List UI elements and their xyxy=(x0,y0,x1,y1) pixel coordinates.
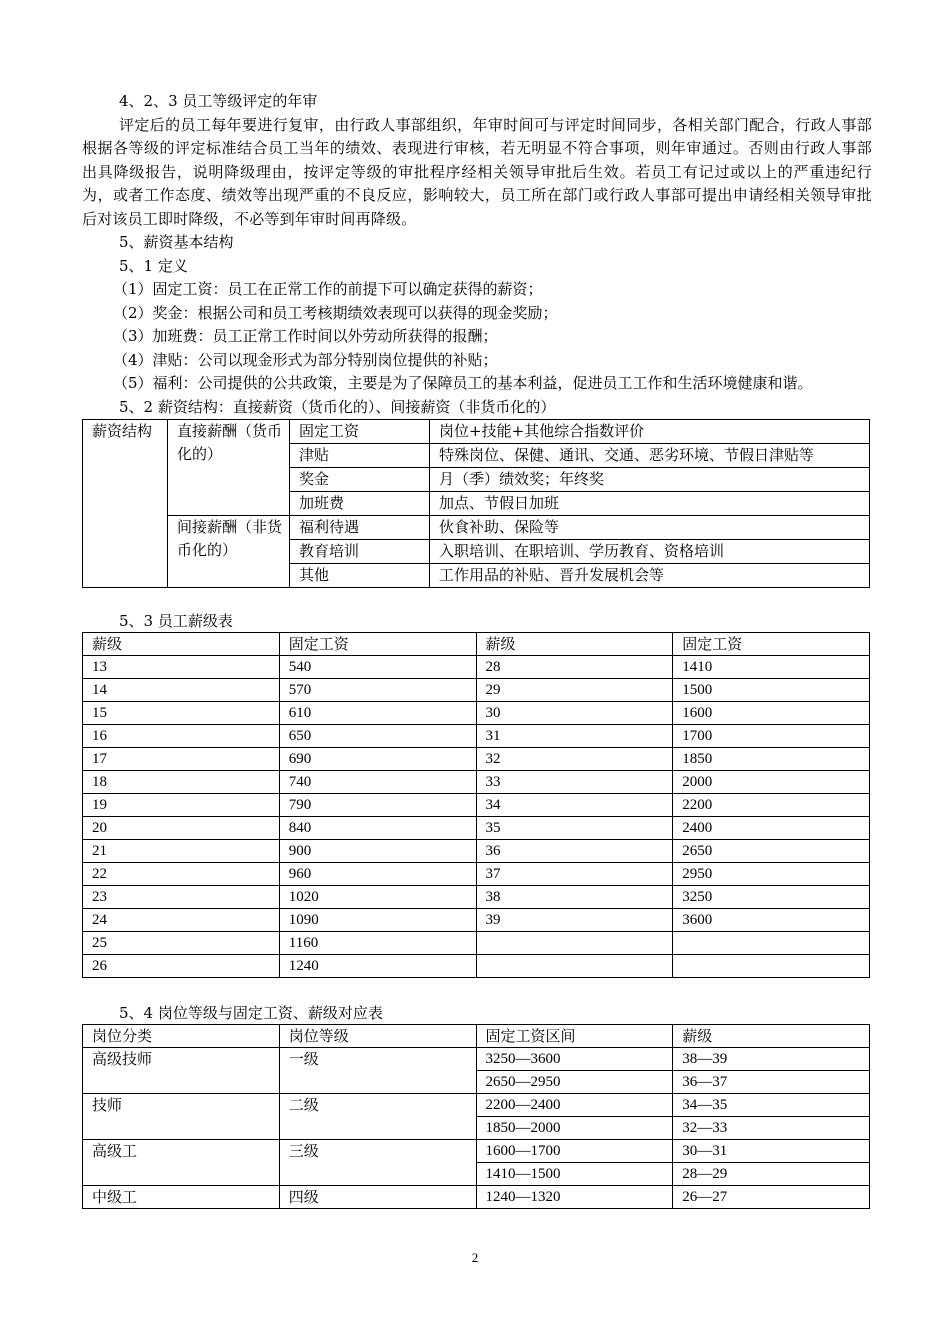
table-cell: 22 xyxy=(83,863,280,886)
salary-grade-table xyxy=(82,632,870,978)
table-row xyxy=(83,909,870,932)
table-cell: 28 xyxy=(476,656,673,679)
structure-desc: 工作用品的补贴、晋升发展机会等 xyxy=(430,564,870,588)
table-cell: 1090 xyxy=(279,909,476,932)
table-cell: 900 xyxy=(279,840,476,863)
page-number: 2 xyxy=(471,1250,479,1265)
salary-range-cell: 2650—2950 xyxy=(476,1071,673,1094)
table-cell: 35 xyxy=(476,817,673,840)
grade-range-cell: 36—37 xyxy=(673,1071,870,1094)
table-row xyxy=(83,748,870,771)
table-cell: 790 xyxy=(279,794,476,817)
table-cell: 650 xyxy=(279,725,476,748)
table-cell: 2000 xyxy=(673,771,870,794)
table-row xyxy=(83,1186,870,1209)
table-cell: 24 xyxy=(83,909,280,932)
table-cell: 540 xyxy=(279,656,476,679)
direct-pay-cell: 直接薪酬（货币化的） xyxy=(168,420,290,516)
definition-item: （5）福利：公司提供的公共政策，主要是为了保障员工的基本利益，促进员工工作和生活环境健康和谐。 xyxy=(113,374,813,392)
table-row xyxy=(83,656,870,679)
position-table-caption: 5、4 岗位等级与固定工资、薪级对应表 xyxy=(119,1004,383,1022)
table-row xyxy=(83,420,870,444)
column-header: 固定工资 xyxy=(279,633,476,656)
table-row xyxy=(83,886,870,909)
position-category-cell: 高级工 xyxy=(83,1140,280,1186)
position-level-cell: 一级 xyxy=(279,1048,476,1094)
table-cell: 840 xyxy=(279,817,476,840)
structure-item: 奖金 xyxy=(290,468,430,492)
definition-item: （1）固定工资：员工在正常工作的前提下可以确定获得的薪资； xyxy=(113,280,543,298)
table-row xyxy=(83,702,870,725)
definition-item: （2）奖金：根据公司和员工考核期绩效表现可以获得的现金奖励； xyxy=(113,303,558,322)
table-cell: 1850 xyxy=(673,748,870,771)
position-category-cell: 高级技师 xyxy=(83,1048,280,1094)
salary-range-cell: 1850—2000 xyxy=(476,1117,673,1140)
table-cell: 1700 xyxy=(673,725,870,748)
position-category-cell: 中级工 xyxy=(83,1186,280,1209)
table-cell: 31 xyxy=(476,725,673,748)
table-cell: 3600 xyxy=(673,909,870,932)
indirect-pay-cell: 间接薪酬（非货币化的） xyxy=(168,516,290,588)
table-cell: 36 xyxy=(476,840,673,863)
column-header: 薪级 xyxy=(83,633,280,656)
table-row xyxy=(83,955,870,978)
section-heading-5-2: 5、2 薪资结构：直接薪资（货币化的）、间接薪资（非货币化的） xyxy=(119,397,556,416)
table-cell: 39 xyxy=(476,909,673,932)
column-header: 岗位等级 xyxy=(279,1025,476,1048)
salary-table-body xyxy=(83,656,870,978)
table-cell: 740 xyxy=(279,771,476,794)
column-header: 薪级 xyxy=(673,1025,870,1048)
table-cell xyxy=(673,955,870,978)
position-category-cell: 技师 xyxy=(83,1094,280,1140)
table-cell: 1600 xyxy=(673,702,870,725)
grade-range-cell: 32—33 xyxy=(673,1117,870,1140)
position-grade-table xyxy=(82,1024,870,1209)
grade-range-cell: 38—39 xyxy=(673,1048,870,1071)
definition-item: （3）加班费：员工正常工作时间以外劳动所获得的报酬； xyxy=(113,327,498,345)
table-row xyxy=(83,817,870,840)
table-cell: 20 xyxy=(83,817,280,840)
table-cell: 18 xyxy=(83,771,280,794)
table-row xyxy=(83,840,870,863)
structure-desc: 入职培训、在职培训、学历教育、资格培训 xyxy=(430,540,870,564)
table-cell: 2950 xyxy=(673,863,870,886)
table-cell: 32 xyxy=(476,748,673,771)
definition-list xyxy=(82,278,872,396)
document-page xyxy=(82,90,872,1209)
table-cell: 17 xyxy=(83,748,280,771)
table-row xyxy=(83,863,870,886)
table-header-row xyxy=(83,1025,870,1048)
table-cell: 19 xyxy=(83,794,280,817)
table-cell: 570 xyxy=(279,679,476,702)
table-cell: 13 xyxy=(83,656,280,679)
annual-review-paragraph: 评定后的员工每年要进行复审，由行政人事部组织，年审时间可与评定时间同步，各相关部门配合，行政人事部根据各等级的评定标准结合员工当年的绩效、表现进行审核，若无明显不符合事项，则年审通过。否则由行政人事部出具降级报告，说明降级理由，按评定等级的审批程序经相关领导审批后生效。若员工有记过或以上的严重违纪行为，或者工作态度、绩效等出现严重的不良反应，影响较大，员工所在部门或行政人事部可提出申请经相关领导审批后对该员工即时降级，不必等到年审时间再降级。 xyxy=(82,115,872,228)
table-cell: 23 xyxy=(83,886,280,909)
definition-item: （4）津贴：公司以现金形式为部分特别岗位提供的补贴； xyxy=(113,350,498,369)
structure-item: 教育培训 xyxy=(290,540,430,564)
table-cell: 34 xyxy=(476,794,673,817)
table-cell: 1500 xyxy=(673,679,870,702)
table-cell: 38 xyxy=(476,886,673,909)
position-level-cell: 二级 xyxy=(279,1094,476,1140)
salary-range-cell: 1600—1700 xyxy=(476,1140,673,1163)
table-cell: 16 xyxy=(83,725,280,748)
structure-desc: 加点、节假日加班 xyxy=(430,492,870,516)
table-cell: 29 xyxy=(476,679,673,702)
table-row xyxy=(83,1048,870,1071)
table-cell: 21 xyxy=(83,840,280,863)
salary-table-caption: 5、3 员工薪级表 xyxy=(119,612,233,630)
section-heading-5: 5、薪资基本结构 xyxy=(119,233,234,251)
table-cell: 14 xyxy=(83,679,280,702)
table-cell: 30 xyxy=(476,702,673,725)
grade-range-cell: 26—27 xyxy=(673,1186,870,1209)
structure-desc: 岗位+技能+其他综合指数评价 xyxy=(430,420,870,444)
table-cell: 33 xyxy=(476,771,673,794)
table-header-row xyxy=(83,633,870,656)
table-cell: 960 xyxy=(279,863,476,886)
table-cell: 37 xyxy=(476,863,673,886)
table-cell: 1020 xyxy=(279,886,476,909)
salary-range-cell: 1240—1320 xyxy=(476,1186,673,1209)
table-cell: 15 xyxy=(83,702,280,725)
column-header: 固定工资区间 xyxy=(476,1025,673,1048)
table-row xyxy=(83,725,870,748)
salary-range-cell: 2200—2400 xyxy=(476,1094,673,1117)
structure-item: 津贴 xyxy=(290,444,430,468)
structure-item: 固定工资 xyxy=(290,420,430,444)
table-row xyxy=(83,679,870,702)
table-row xyxy=(83,1140,870,1163)
table-row xyxy=(83,516,870,540)
structure-root-cell: 薪资结构 xyxy=(83,420,168,588)
structure-desc: 伙食补助、保险等 xyxy=(430,516,870,540)
table-cell: 2400 xyxy=(673,817,870,840)
grade-range-cell: 34—35 xyxy=(673,1094,870,1117)
table-cell: 25 xyxy=(83,932,280,955)
section-heading-5-1: 5、1 定义 xyxy=(119,256,188,275)
table-cell: 610 xyxy=(279,702,476,725)
table-cell: 1410 xyxy=(673,656,870,679)
table-row xyxy=(83,771,870,794)
position-level-cell: 四级 xyxy=(279,1186,476,1209)
table-cell: 3250 xyxy=(673,886,870,909)
column-header: 薪级 xyxy=(476,633,673,656)
table-cell: 1160 xyxy=(279,932,476,955)
structure-item: 其他 xyxy=(290,564,430,588)
table-cell xyxy=(476,955,673,978)
table-row xyxy=(83,794,870,817)
table-cell: 26 xyxy=(83,955,280,978)
column-header: 岗位分类 xyxy=(83,1025,280,1048)
table-cell: 2200 xyxy=(673,794,870,817)
table-row xyxy=(83,932,870,955)
column-header: 固定工资 xyxy=(673,633,870,656)
table-cell: 690 xyxy=(279,748,476,771)
structure-desc: 特殊岗位、保健、通讯、交通、恶劣环境、节假日津贴等 xyxy=(430,444,870,468)
structure-desc: 月（季）绩效奖；年终奖 xyxy=(430,468,870,492)
section-heading-4-2-3: 4、2、3 员工等级评定的年审 xyxy=(119,92,318,110)
grade-range-cell: 30—31 xyxy=(673,1140,870,1163)
grade-range-cell: 28—29 xyxy=(673,1163,870,1186)
position-table-body xyxy=(83,1048,870,1209)
structure-item: 加班费 xyxy=(290,492,430,516)
salary-structure-table xyxy=(82,419,870,588)
position-level-cell: 三级 xyxy=(279,1140,476,1186)
structure-item: 福利待遇 xyxy=(290,516,430,540)
table-cell: 1240 xyxy=(279,955,476,978)
table-cell xyxy=(476,932,673,955)
table-cell: 2650 xyxy=(673,840,870,863)
salary-range-cell: 3250—3600 xyxy=(476,1048,673,1071)
table-row xyxy=(83,1094,870,1117)
table-cell xyxy=(673,932,870,955)
salary-range-cell: 1410—1500 xyxy=(476,1163,673,1186)
